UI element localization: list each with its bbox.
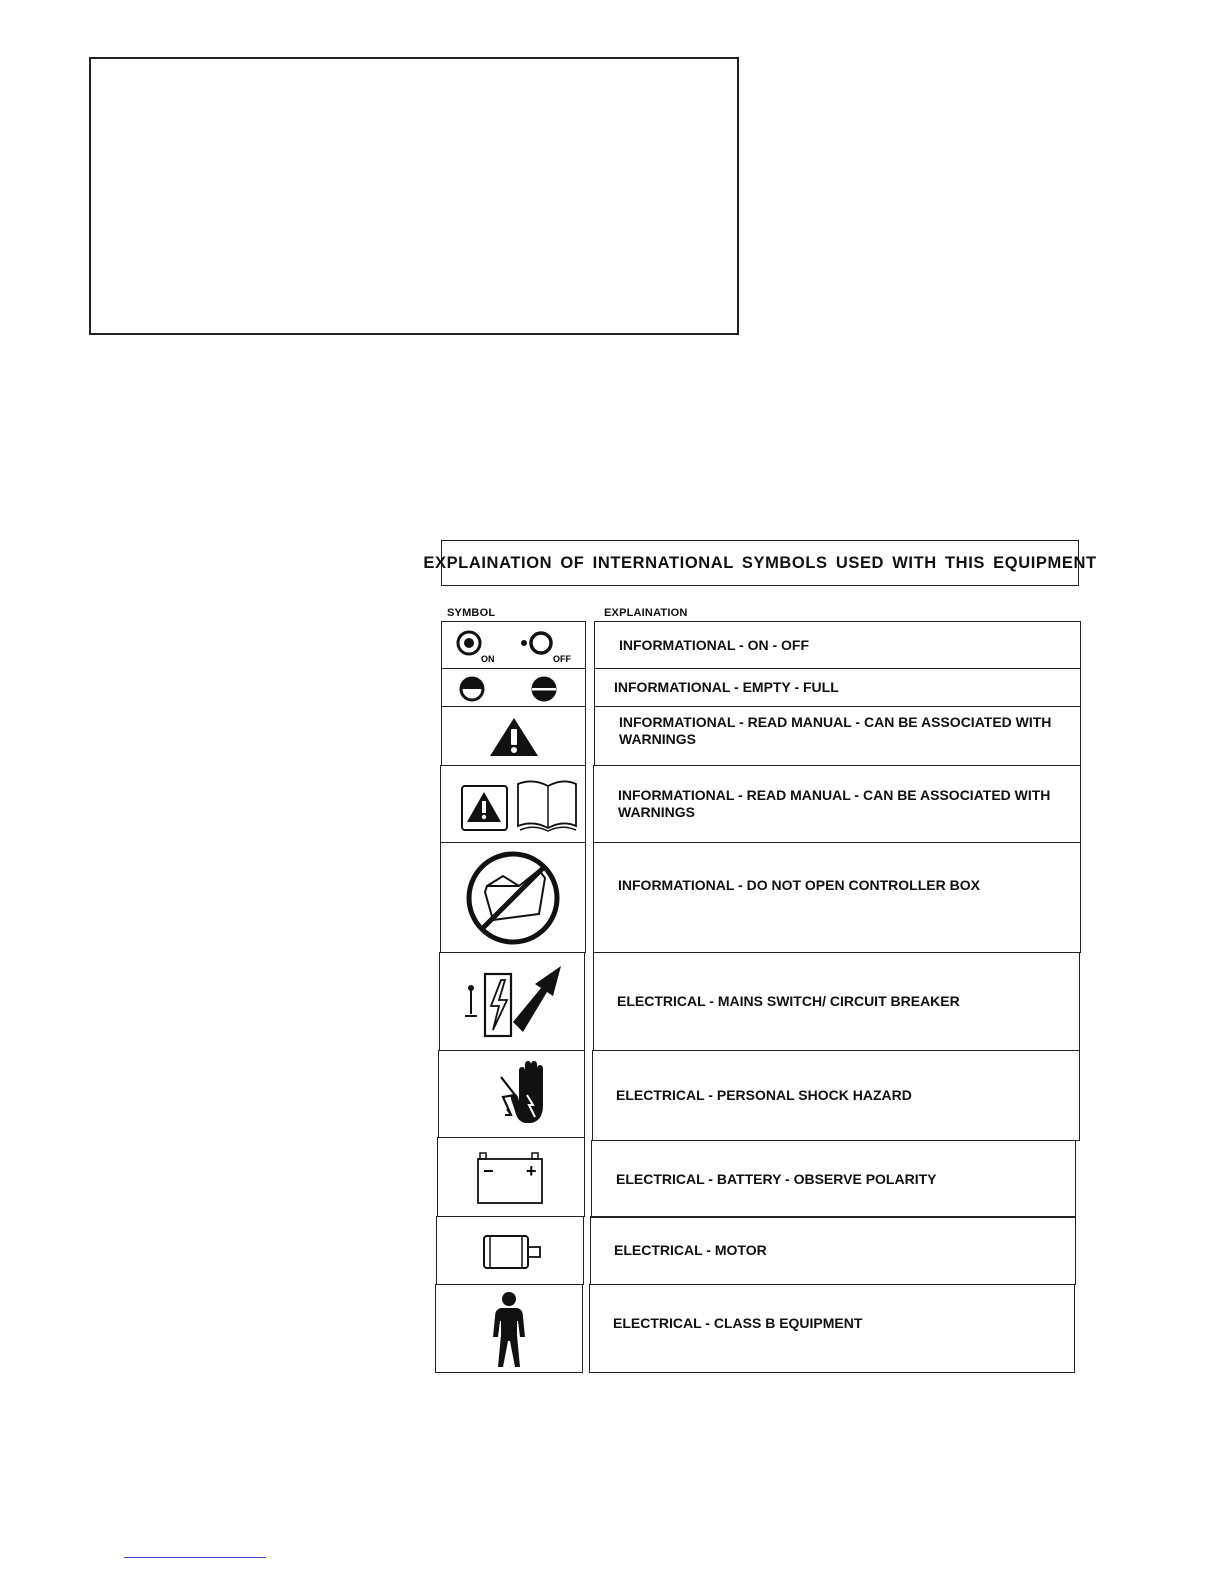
table-row-description: ELECTRICAL - PERSONAL SHOCK HAZARD: [592, 1050, 1080, 1141]
table-row-symbol-cell: [436, 1216, 584, 1285]
do-not-open-icon: [463, 848, 563, 948]
table-row-symbol-cell: [441, 621, 586, 669]
empty-full-icon: [444, 670, 584, 706]
table-row-symbol-cell: [437, 1137, 585, 1217]
off-label: OFF: [552, 654, 571, 664]
explanation-column-header: EXPLAINATION: [604, 607, 688, 619]
table-row-symbol-cell: [441, 668, 586, 707]
table-row-symbol-cell: [441, 706, 586, 766]
table-row-symbol-cell: [440, 765, 586, 843]
on-off-icon: [444, 622, 584, 668]
table-row-description: ELECTRICAL - MAINS SWITCH/ CIRCUIT BREAKER: [593, 952, 1080, 1051]
shock-hazard-icon: [467, 1059, 557, 1129]
read-manual-icon: [448, 774, 578, 834]
footer-divider: [124, 1557, 266, 1558]
class-b-person-icon: [479, 1287, 539, 1371]
table-row-description: INFORMATIONAL - READ MANUAL - CAN BE ASSOCIATED WITH WARNINGS: [593, 765, 1081, 843]
table-row-symbol-cell: [440, 842, 586, 953]
table-row-symbol-cell: [435, 1284, 583, 1373]
table-row-description: INFORMATIONAL - DO NOT OPEN CONTROLLER BOX: [593, 842, 1081, 953]
table-row-description: INFORMATIONAL - ON - OFF: [594, 621, 1081, 669]
table-row-symbol-cell: [438, 1050, 585, 1138]
motor-icon: [470, 1226, 550, 1276]
table-row-description: INFORMATIONAL - READ MANUAL - CAN BE ASSOCIATED WITH WARNINGS: [594, 706, 1081, 766]
battery-icon: [466, 1145, 556, 1209]
battery-plus-label: +: [526, 1161, 537, 1181]
symbol-column-header: SYMBOL: [447, 607, 496, 619]
mains-switch-icon: [457, 958, 567, 1046]
on-label: ON: [480, 654, 494, 664]
table-row-description: ELECTRICAL - BATTERY - OBSERVE POLARITY: [591, 1140, 1076, 1218]
table-title: EXPLAINATION OF INTERNATIONAL SYMBOLS USED WITH THIS EQUIPMENT: [441, 540, 1079, 586]
table-row-description: INFORMATIONAL - EMPTY - FULL: [594, 668, 1081, 707]
table-row-description: ELECTRICAL - MOTOR: [590, 1216, 1076, 1285]
table-row-description: ELECTRICAL - CLASS B EQUIPMENT: [589, 1284, 1075, 1373]
blank-frame: [89, 57, 739, 335]
table-row-symbol-cell: [439, 952, 585, 1051]
battery-minus-label: −: [483, 1161, 494, 1181]
warning-triangle-icon: [484, 712, 544, 760]
